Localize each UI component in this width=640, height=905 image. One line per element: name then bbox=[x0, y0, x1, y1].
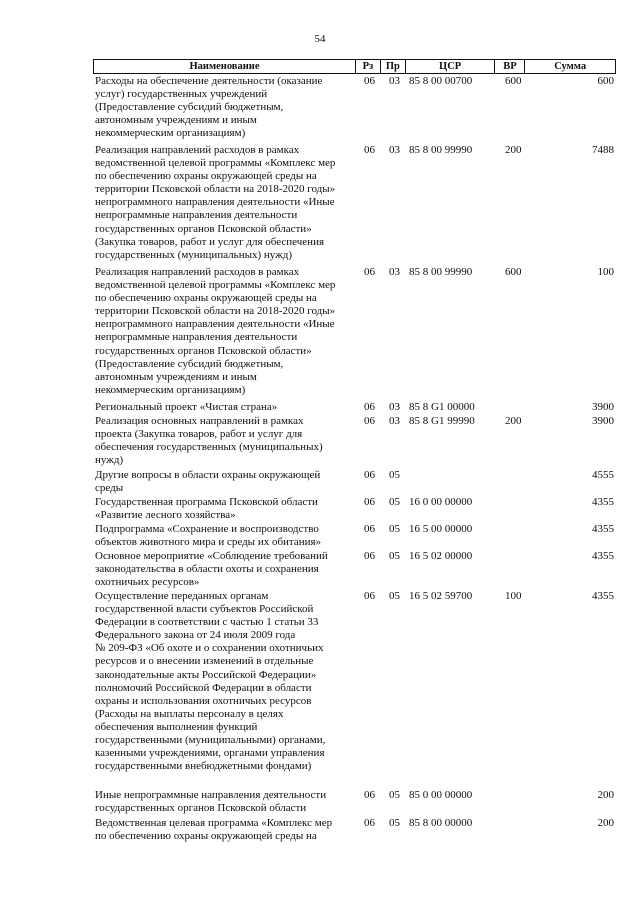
row-sum: 4355 bbox=[592, 590, 614, 602]
row-csr: 85 0 00 00000 bbox=[409, 789, 473, 801]
row-sum: 100 bbox=[597, 266, 614, 278]
row-csr: 16 0 00 00000 bbox=[409, 496, 473, 508]
row-name: Другие вопросы в области охраны окружающей среды bbox=[95, 469, 321, 495]
header-csr: ЦСР bbox=[406, 60, 496, 73]
row-name: Иные непрограммные направления деятельности государственных органов Псковской области bbox=[95, 789, 327, 815]
row-sum: 4355 bbox=[592, 550, 614, 562]
header-rz: Рз bbox=[356, 60, 381, 73]
row-name: Реализация направлений расходов в рамках ведомственной целевой программы «Комплекс мер по обеспечению охраны окружающей среды на территории Псковской области на 2018-2020 годы» непрограммного направления деятельности «Иные непрограммные направления деятельности государственных органов Псковской области» (Предоставление субсидий бюджетным, автономным учреждениям и иным некоммерческим организациям) bbox=[95, 266, 336, 396]
row-rz: 06 bbox=[364, 496, 375, 508]
row-sum: 3900 bbox=[592, 415, 614, 427]
row-vr: 200 bbox=[505, 415, 522, 427]
row-csr: 16 5 00 00000 bbox=[409, 523, 473, 535]
row-pr: 03 bbox=[389, 415, 400, 427]
row-pr: 05 bbox=[389, 590, 400, 602]
row-name: Региональный проект «Чистая страна» bbox=[95, 401, 278, 413]
row-sum: 200 bbox=[597, 789, 614, 801]
row-name: Реализация основных направлений в рамках проекта (Закупка товаров, работ и услуг для обеспечения государственных (муниципальных) нужд) bbox=[95, 415, 323, 467]
row-vr: 200 bbox=[505, 144, 522, 156]
page-number: 54 bbox=[314, 33, 326, 45]
row-vr: 600 bbox=[505, 266, 522, 278]
header-sum: Сумма bbox=[554, 61, 587, 72]
row-pr: 05 bbox=[389, 496, 400, 508]
row-csr: 16 5 02 00000 bbox=[409, 550, 473, 562]
row-sum: 3900 bbox=[592, 401, 614, 413]
row-csr: 85 8 00 99990 bbox=[409, 266, 473, 278]
row-name: Государственная программа Псковской области «Развитие лесного хозяйства» bbox=[95, 496, 318, 522]
row-pr: 03 bbox=[389, 266, 400, 278]
row-csr: 85 8 G1 99990 bbox=[409, 415, 475, 427]
row-rz: 06 bbox=[364, 415, 375, 427]
row-pr: 05 bbox=[389, 523, 400, 535]
budget-table bbox=[93, 59, 616, 843]
row-pr: 03 bbox=[389, 75, 400, 87]
row-vr: 100 bbox=[505, 590, 522, 602]
header-name: Наименование bbox=[94, 60, 356, 73]
row-pr: 05 bbox=[389, 469, 400, 481]
row-csr: 16 5 02 59700 bbox=[409, 590, 473, 602]
row-csr: 85 8 G1 00000 bbox=[409, 401, 475, 413]
row-name: Реализация направлений расходов в рамках ведомственной целевой программы «Комплекс мер по обеспечению охраны окружающей среды на территории Псковской области на 2018-2020 годы» непрограммного направления деятельности «Иные непрограммные направления деятельности государственных органов Псковской области» (Закупка товаров, работ и услуг для обеспечения государственных (муниципальных) нужд) bbox=[95, 144, 336, 261]
row-rz: 06 bbox=[364, 590, 375, 602]
row-vr: 600 bbox=[505, 75, 522, 87]
row-rz: 06 bbox=[364, 469, 375, 481]
header-vr: ВР bbox=[495, 60, 525, 73]
row-name: Подпрограмма «Сохранение и воспроизводство объектов животного мира и среды их обитания» bbox=[95, 523, 322, 549]
row-name: Ведомственная целевая программа «Комплекс мер по обеспечению охраны окружающей среды на bbox=[95, 817, 333, 843]
row-sum: 200 bbox=[597, 817, 614, 829]
row-pr: 05 bbox=[389, 789, 400, 801]
row-sum: 4355 bbox=[592, 523, 614, 535]
row-rz: 06 bbox=[364, 817, 375, 829]
row-sum: 4355 bbox=[592, 496, 614, 508]
row-rz: 06 bbox=[364, 75, 375, 87]
row-pr: 03 bbox=[389, 401, 400, 413]
row-rz: 06 bbox=[364, 789, 375, 801]
row-csr: 85 8 00 00000 bbox=[409, 817, 473, 829]
row-rz: 06 bbox=[364, 144, 375, 156]
row-sum: 4555 bbox=[592, 469, 614, 481]
row-csr: 85 8 00 00700 bbox=[409, 75, 473, 87]
row-rz: 06 bbox=[364, 523, 375, 535]
row-name: Расходы на обеспечение деятельности (оказание услуг) государственных учреждений (Предоставление субсидий бюджетным, автономным учреждениям и иным некоммерческим организациям) bbox=[95, 75, 323, 140]
row-pr: 05 bbox=[389, 817, 400, 829]
row-name: Основное мероприятие «Соблюдение требований законодательства в области охоты и сохранения охотничьих ресурсов» bbox=[95, 550, 328, 589]
row-csr: 85 8 00 99990 bbox=[409, 144, 473, 156]
header-pr: Пр bbox=[381, 60, 406, 73]
row-rz: 06 bbox=[364, 266, 375, 278]
row-name: Осуществление переданных органам государственной власти субъектов Российской Федерации в соответствии с частью 1 статьи 33 Федерального закона от 24 июля 2009 года № 209-ФЗ «Об охоте и о сохранении охотничьих ресурсов и о внесении изменений в отдельные законодательные акты Российской Федерации» полномочий Российской Федерации в области охраны и использования охотничьих ресурсов (Расходы на выплаты персоналу в целях обеспечения выполнения функций государственными (муниципальными) органами, казенными учреждениями, органами управления государственными внебюджетными фондами) bbox=[95, 590, 326, 773]
row-pr: 05 bbox=[389, 550, 400, 562]
row-rz: 06 bbox=[364, 550, 375, 562]
table-header bbox=[93, 59, 616, 74]
row-pr: 03 bbox=[389, 144, 400, 156]
row-sum: 7488 bbox=[592, 144, 614, 156]
row-sum: 600 bbox=[597, 75, 614, 87]
row-rz: 06 bbox=[364, 401, 375, 413]
